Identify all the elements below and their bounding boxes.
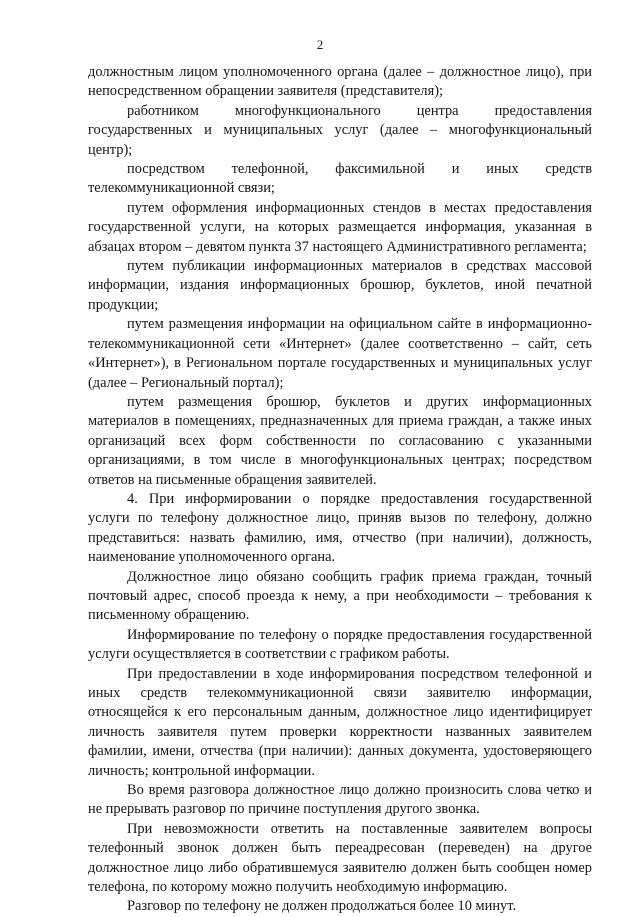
paragraph: При предоставлении в ходе информирования посредством телефонной и иных средств телекоммуникационной связи заявителю информации, относящейся к его персональным данным, должностное лицо идентифицирует личность заявителя путем проверки корректности названных заявителем фамилии, имени, отчества (при наличии): данных документа, удостоверяющего личность; контрольной информации. xyxy=(88,665,592,779)
paragraph: Должностное лицо обязано сообщить график приема граждан, точный почтовый адрес, способ проезда к нему, а при необходимости – требования к письменному обращению. xyxy=(88,568,592,624)
paragraph: Разговор по телефону не должен продолжаться более 10 минут. xyxy=(127,898,517,915)
paragraph: Во время разговора должностное лицо должно произносить слова четко и не прерывать разговор по причине поступления другого звонка. xyxy=(88,782,592,818)
paragraph: путем публикации информационных материалов в средствах массовой информации, издания информационных брошюр, буклетов, иной печатной продукции; xyxy=(88,258,592,313)
paragraph: Информирование по телефону о порядке предоставления государственной услуги осуществляется в соответствии с графиком работы. xyxy=(88,626,592,663)
paragraph: посредством телефонной, факсимильной и иных средств телекоммуникационной связи; xyxy=(88,161,592,197)
paragraph: работником многофункционального центра предоставления государственных и муниципальных услуг (далее – многофункциональный центр); xyxy=(88,102,592,158)
paragraph: путем оформления информационных стендов в местах предоставления государственной услуги, на которых размещается информация, указанная в абзацах втором – девятом пункта 37 настоящего Административного регламента; xyxy=(88,199,592,255)
paragraph: путем размещения информации на официальном сайте в информационно-телекоммуникационной сети «Интернет» (далее соответственно – сайт, сеть «Интернет»), в Региональном портале государственных и муниципальных услуг (далее – Региональный портал); xyxy=(88,316,592,391)
document-body xyxy=(88,63,592,917)
paragraph: должностным лицом уполномоченного органа (далее – должностное лицо), при непосредственном обращении заявителя (представителя); xyxy=(88,64,592,100)
page-number: 2 xyxy=(316,37,324,52)
paragraph: 4. При информировании о порядке предоставления государственной услуги по телефону должностное лицо, приняв вызов по телефону, должно представиться: назвать фамилию, имя, отчество (при наличии), должность, наименование уполномоченного органа. xyxy=(88,490,592,566)
paragraph: путем размещения брошюр, буклетов и других информационных материалов в помещениях, предназначенных для приема граждан, а также иных организаций всех форм собственности по согласованию с указанными организациями, в том числе в многофункциональных центрах; посредством ответов на письменные обращения заявителей. xyxy=(88,393,592,488)
paragraph: При невозможности ответить на поставленные заявителем вопросы телефонный звонок должен быть переадресован (переведен) на другое должностное лицо либо обратившемуся заявителю должен быть сообщен номер телефона, по которому можно получить необходимую информацию. xyxy=(88,820,592,896)
